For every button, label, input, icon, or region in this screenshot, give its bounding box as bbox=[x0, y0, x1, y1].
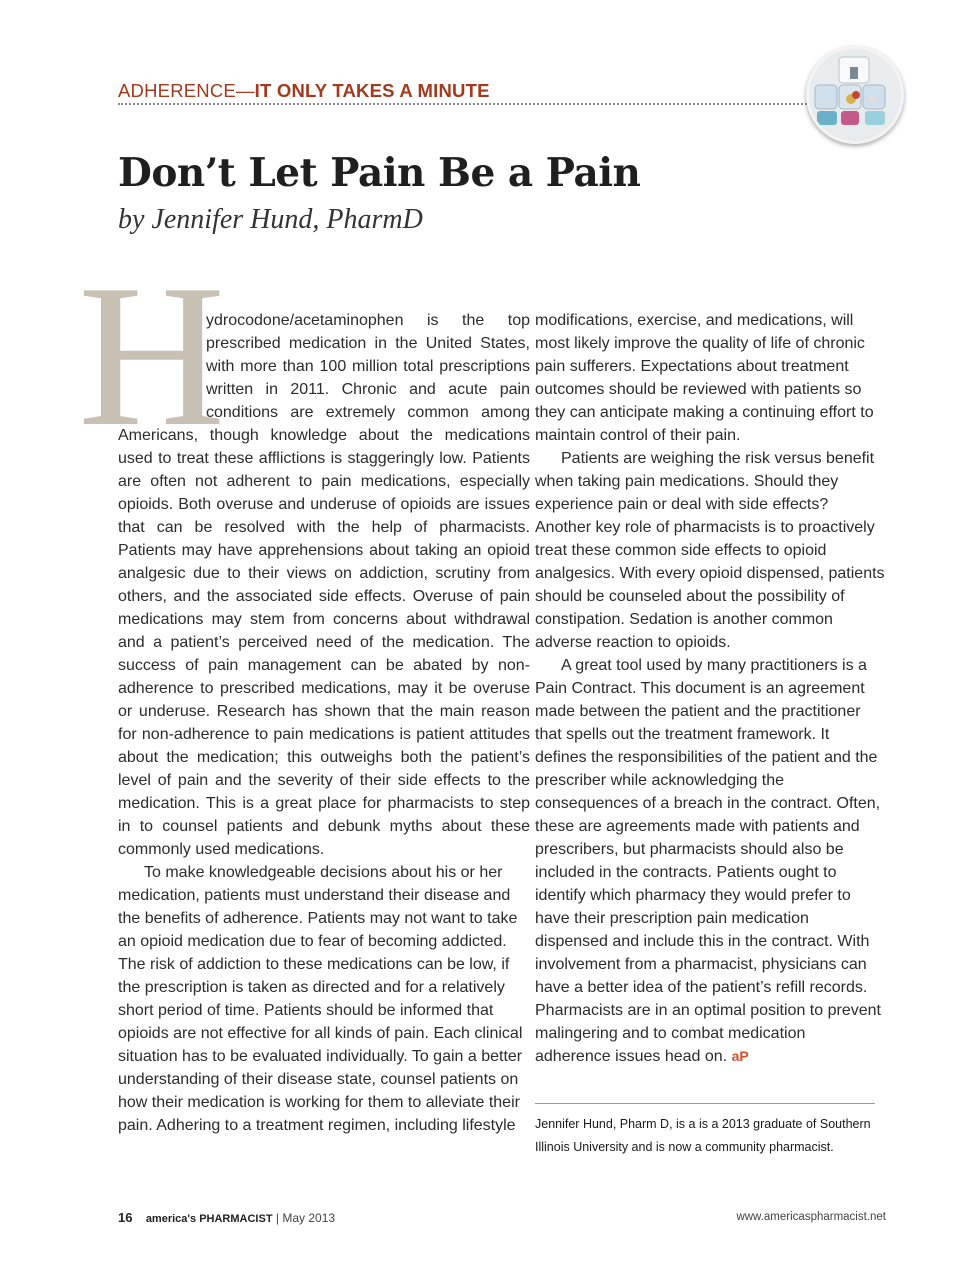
magazine-title: PHARMACIST bbox=[199, 1213, 273, 1225]
section-title: IT ONLY TAKES A MINUTE bbox=[254, 80, 490, 101]
footer-left bbox=[118, 1210, 335, 1225]
issue-date: May 2013 bbox=[282, 1211, 336, 1225]
article-byline: by Jennifer Hund, PharmD bbox=[118, 204, 423, 235]
section-prefix: ADHERENCE— bbox=[118, 80, 255, 101]
column-left bbox=[118, 309, 530, 1137]
page-number: 16 bbox=[118, 1210, 133, 1225]
paragraph: To make knowledgeable decisions about his or her medication, patients must understand their disease and the benefits of adherence. Patients may not want to take an opioid medication due to fear of becoming addicted. The risk of addiction to these medications can be low, if the prescription is taken as directed and for a relatively short period of time. Patients should be informed that opioids are not effective for all kinds of pain. Each clinical situation has to be evaluated individually. To gain a better understanding of their disease state, counsel patients on how their medication is working for them to alleviate their pain. Adhering to a treatment regimen, including lifestyle bbox=[118, 864, 523, 1134]
author-bio: Jennifer Hund, Pharm D, is a is a 2013 graduate of Southern Illinois University and is now a community pharmacist. bbox=[535, 1117, 871, 1154]
bio-divider bbox=[535, 1103, 875, 1104]
drop-cap: H bbox=[78, 243, 226, 469]
section-header bbox=[118, 80, 818, 102]
end-mark: aP bbox=[731, 1048, 749, 1064]
article-title: Don’t Let Pain Be a Pain bbox=[118, 150, 641, 196]
paragraph-text: A great tool used by many practitioners is a Pain Contract. This document is an agreement made between the patient and the practitioner that spells out the treatment framework. It defines the responsibilities of the patient and the prescriber while acknowledging the consequences of a breach in the contract. Often, these are agreements made with patients and prescribers, but pharmacists should also be included in the contracts. Patients ought to identify which pharmacy they would prefer to have their prescription pain medication dispensed and include this in the contract. With involvement from a pharmacist, physicians can have a better idea of the patient’s refill records. Pharmacists are in an optimal position to prevent malingering and to combat medication adherence issues head on. bbox=[535, 657, 881, 1065]
paragraph bbox=[118, 309, 530, 861]
section-label bbox=[118, 80, 818, 102]
paragraph: modifications, exercise, and medications, will most likely improve the quality of life of chronic pain sufferers. Expectations about treatment outcomes should be reviewed with patients so they can anticipate making a continuing effort to maintain control of their pain. bbox=[535, 312, 874, 444]
paragraph bbox=[535, 654, 885, 1068]
magazine-name bbox=[146, 1213, 273, 1225]
magazine-prefix: america's bbox=[145, 1213, 200, 1225]
footer-url[interactable]: www.americaspharmacist.net bbox=[736, 1211, 886, 1223]
column-right bbox=[535, 309, 885, 1068]
drop-cap-space bbox=[118, 309, 206, 424]
header-dotted-rule bbox=[118, 103, 818, 105]
pill-organizer-icon bbox=[809, 49, 901, 141]
paragraph: Patients are weighing the risk versus benefit when taking pain medications. Should they experience pain or deal with side effects? Another key role of pharmacists is to proactively treat these common side effects to opioid analgesics. With every opioid dispensed, patients should be counseled about the possibility of constipation. Sedation is another common adverse reaction to opioids. bbox=[535, 450, 885, 651]
pill-organizer-image bbox=[806, 46, 904, 144]
paragraph-text: ydrocodone/acetaminophen is the top prescribed medication in the United States, with more than 100 million total prescriptions written in 2011. Chronic and acute pain conditions are extremely common among Americans, though knowledge about the medications used to treat these afflictions is staggeringly low. Patients are often not adherent to pain medications, especially opioids. Both overuse and underuse of opioids are issues that can be resolved with the help of pharmacists. Patients may have apprehensions about taking an opioid analgesic due to their views on addiction, scrutiny from others, and the associated side effects. Overuse of pain medications may stem from concerns about withdrawal and a patient’s perceived need of the medication. The success of pain management can be abated by non-adherence to prescribed medications, may it be overuse or underuse. Research has shown that the main reason for non-adherence to pain medications is patient attitudes about the medication; this outweighs both the patient’s level of pain and the severity of their side effects to the medication. This is a great place for pharmacists to step in to counsel patients and debunk myths about these commonly used medications. bbox=[118, 312, 530, 858]
footer-separator: | bbox=[275, 1211, 280, 1225]
